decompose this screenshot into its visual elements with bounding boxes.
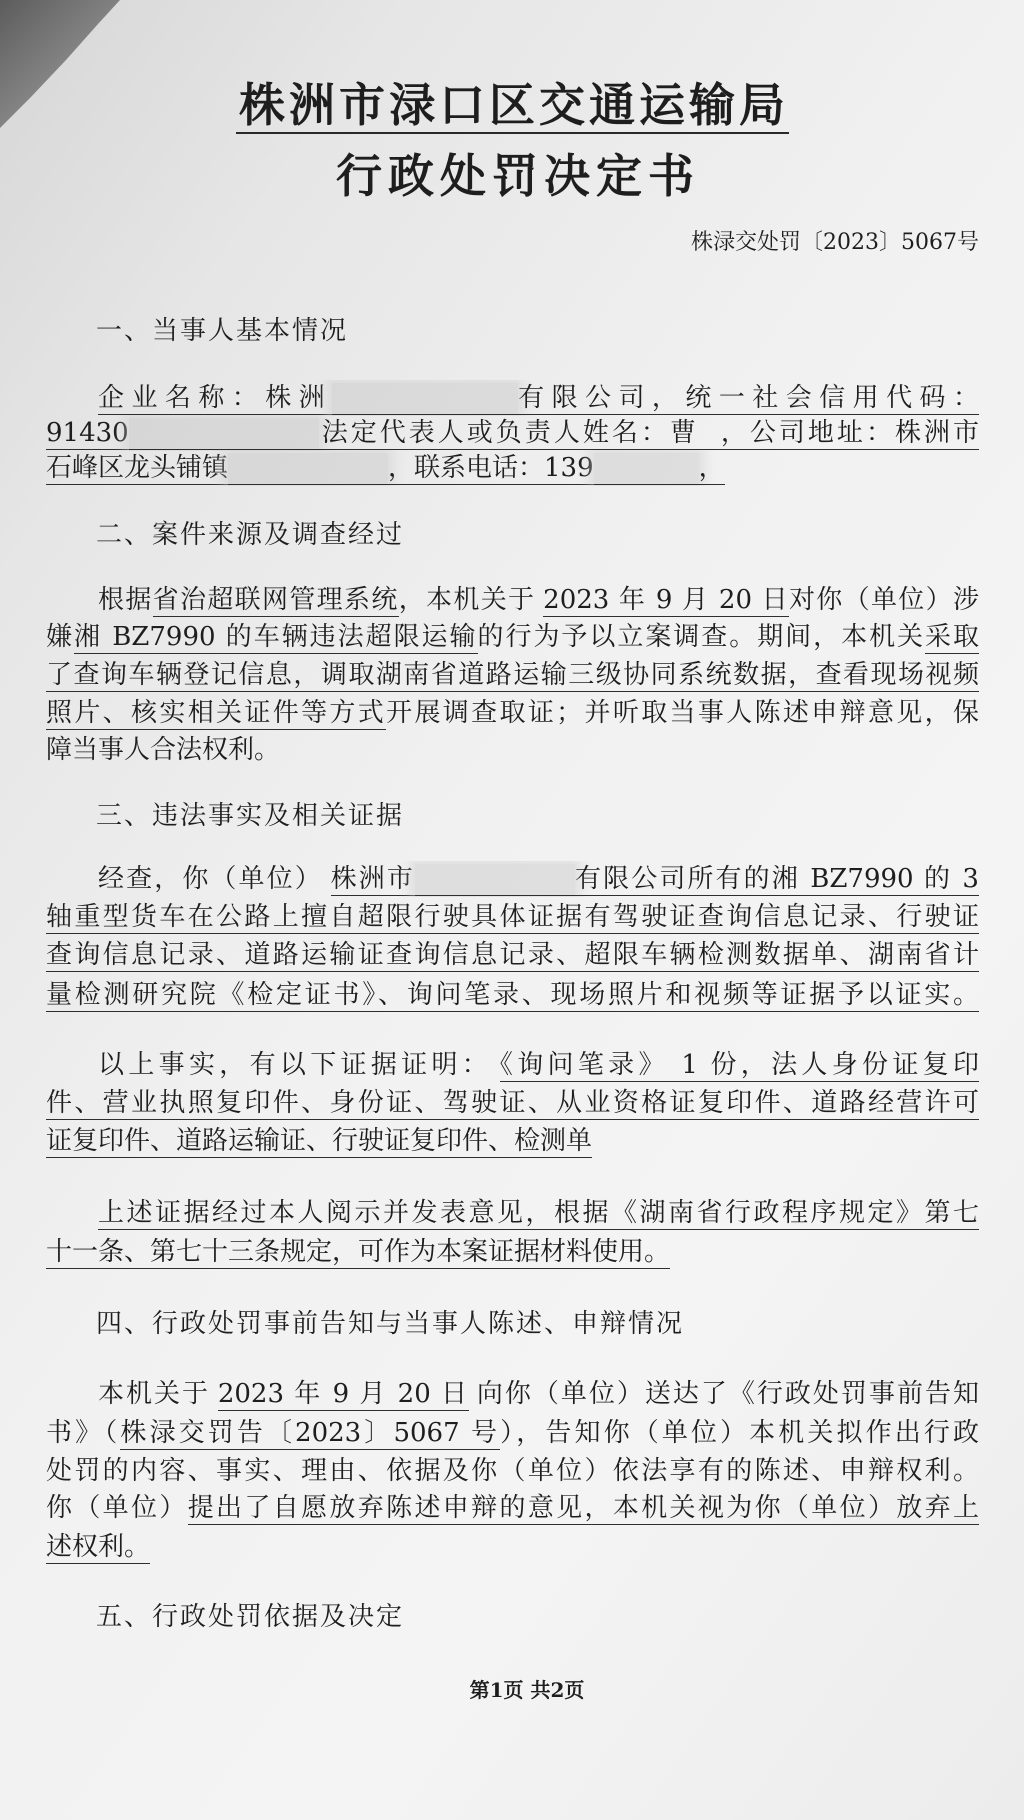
- text-segment: 根据: [98, 585, 153, 615]
- text-segment: 嫌: [46, 622, 74, 652]
- credit-code-value: 91430: [46, 418, 129, 448]
- redacted-area: [228, 453, 388, 485]
- text-segment: 以上事实，有以下证据证明：: [98, 1050, 493, 1080]
- underlined-text: 省治超联网管理系统: [152, 585, 399, 615]
- paragraph-line: [46, 1085, 979, 1121]
- page-indicator: 第1页 共2页: [469, 1678, 585, 1702]
- paragraph-line: [46, 695, 979, 731]
- text-segment: 向你（单位）送达了《行政处罚事前告知: [476, 1379, 979, 1409]
- underlined-text: 上述证据经过本人阅示并发表意见，根据《湖南省行政程序规定》第七: [98, 1198, 979, 1228]
- underlined-text: 照片、核实相关证件等方式: [46, 698, 387, 728]
- text-segment: 经查，你（单位）: [98, 864, 323, 894]
- section-heading: 五、行政处罚依据及决定: [96, 1602, 405, 1632]
- paragraph-line: [46, 1195, 979, 1231]
- title-underline: [236, 132, 789, 134]
- company-address-label: ，公司地址：株洲市: [720, 418, 979, 448]
- paragraph-line: [46, 619, 979, 655]
- paragraph-line: [46, 1123, 979, 1159]
- redacted-area: [332, 383, 518, 415]
- document-title: 行政处罚决定书: [336, 149, 700, 203]
- underlined-text: 采取: [925, 622, 979, 652]
- company-address-value: 石峰区龙头铺镇: [46, 453, 229, 483]
- underlined-text: 量检测研究院《检定证书》、询问笔录、现场照片和视频等证据予以证实。: [46, 980, 979, 1010]
- blank-field: [699, 418, 721, 450]
- section-heading: 二、案件来源及调查经过: [96, 520, 405, 550]
- underlined-text: 提出了自愿放弃陈述申辩的意见，本机关视为你（单位）放弃上: [187, 1493, 979, 1523]
- paragraph-line: [46, 1234, 979, 1270]
- text-segment: ，本机关于: [398, 585, 536, 615]
- text-segment: ，: [698, 453, 725, 483]
- case-date: 2023 年 9 月 20 日: [543, 585, 789, 615]
- underlined-text: 轴重型货车在公路上擅自超限行驶具体证据有驾驶证查询信息记录、行驶证: [46, 902, 979, 932]
- paragraph-line: [46, 415, 979, 451]
- underlined-text: 有限公司所有的湘 BZ7990 的 3: [575, 864, 979, 894]
- section-heading: 四、行政处罚事前告知与当事人陈述、申辩情况: [96, 1309, 685, 1339]
- paragraph-line: [46, 1047, 979, 1083]
- text-segment: 障当事人合法权利。: [46, 735, 281, 765]
- text-segment: 你（单位）: [46, 1493, 188, 1523]
- underlined-text: 查询信息记录、道路运输证查询信息记录、超限车辆检测数据单、湖南省计: [46, 940, 979, 970]
- paragraph-line: [46, 899, 979, 935]
- underlined-text: 株洲市: [330, 864, 415, 894]
- paragraph-line: [46, 732, 979, 768]
- text-segment: 对你（单位）涉: [788, 585, 979, 615]
- paragraph-line: [46, 1376, 979, 1412]
- paragraph-line: [46, 937, 979, 973]
- underlined-text: 十一条、第七十三条规定，可作为本案证据材料使用。: [46, 1237, 671, 1267]
- paragraph-line: [46, 861, 979, 897]
- legal-representative: 法定代表人或负责人姓名：曹: [318, 418, 699, 448]
- text-segment: 书》（: [46, 1418, 121, 1448]
- text-segment: 的行为予以立案调查。期间，本机关: [477, 622, 926, 652]
- phone-label: ，联系电话：139: [388, 453, 594, 483]
- company-name-label: 企业名称：株洲: [98, 383, 333, 413]
- redacted-area: [415, 864, 575, 896]
- paragraph-line: [46, 380, 979, 416]
- redacted-area: [594, 453, 699, 485]
- paragraph-line: [46, 977, 979, 1013]
- paragraph-line: [46, 1415, 979, 1451]
- underlined-text: 述权利。: [46, 1532, 151, 1562]
- text-segment: 开展调查取证；并听取当事人陈述申辩意见，保: [386, 698, 979, 728]
- paragraph-line: [46, 1529, 979, 1565]
- section-heading: 三、违法事实及相关证据: [96, 801, 405, 831]
- underlined-text: 证复印件、道路运输证、行驶证复印件、检测单: [46, 1126, 593, 1156]
- text-segment: 处罚的内容、事实、理由、依据及你（单位）依法享有的陈述、申辩权利。: [46, 1456, 979, 1486]
- paragraph-line: [46, 657, 979, 693]
- underlined-text: 了查询车辆登记信息，调取湖南省道路运输三级协同系统数据，查看现场视频: [46, 660, 979, 690]
- underlined-text: 《询问笔录》 1 份，法人身份证复印: [499, 1050, 979, 1080]
- document-number: 株渌交处罚〔2023〕5067号: [691, 230, 979, 255]
- underlined-text: 湘 BZ7990 的车辆违法超限运输: [73, 622, 478, 652]
- notice-number: 株渌交罚告〔2023〕5067 号: [120, 1418, 501, 1448]
- underlined-text: 件、营业执照复印件、身份证、驾驶证、从业资格证复印件、道路经营许可: [46, 1088, 979, 1118]
- issuing-agency-title: 株洲市渌口区交通运输局: [239, 78, 789, 132]
- credit-code-label: 有限公司，统一社会信用代码：: [518, 383, 979, 413]
- text-segment: 本机关于: [98, 1379, 211, 1409]
- paragraph-line: [46, 1453, 979, 1489]
- redacted-area: [129, 418, 319, 450]
- paragraph-line: [46, 1490, 979, 1526]
- notice-date: 2023 年 9 月 20 日: [217, 1379, 470, 1409]
- text-segment: ），告知你（单位）本机关拟作出行政: [500, 1418, 979, 1448]
- section-heading: 一、当事人基本情况: [96, 316, 349, 346]
- paragraph-line: [46, 582, 979, 618]
- paragraph-line: [46, 450, 979, 486]
